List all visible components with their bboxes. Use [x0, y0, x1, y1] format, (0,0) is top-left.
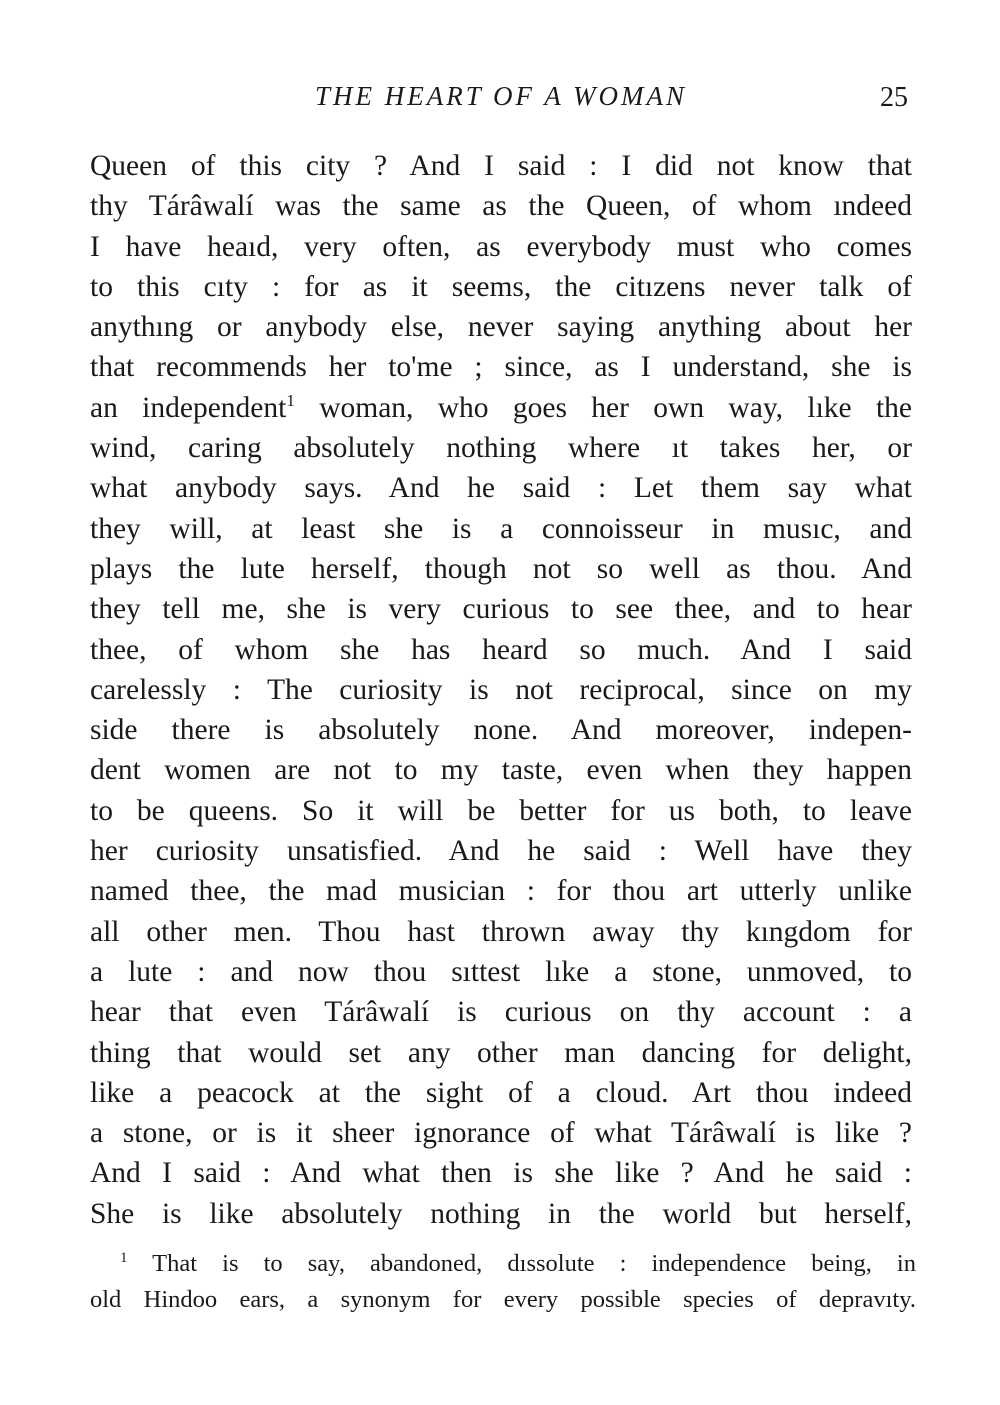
text-line: like a peacock at the sight of a cloud. Art thou indeed	[90, 1076, 912, 1109]
text-line: plays the lute herself, though not so well as thou. And	[90, 552, 912, 585]
text-line-with-footnote-ref	[90, 388, 912, 428]
text-line: I have heaıd, very often, as everybody must who comes	[90, 230, 912, 263]
text-line: anythıng or anybody else, never saying anything about her	[90, 311, 912, 344]
text-segment: an independent	[90, 391, 287, 424]
text-line: hear that even Tárâwalí is curious on thy account : a	[90, 996, 912, 1029]
body-text	[90, 146, 912, 1234]
text-line: Queen of this city ? And I said : I did not know that	[90, 150, 912, 182]
text-line: they will, at least she is a connoisseur in musıc, and	[90, 512, 912, 545]
text-line: her curiosity unsatisfied. And he said : Well have they	[90, 835, 912, 868]
footnote-text: That is to say, abandoned, dıssolute : independence being, in	[127, 1250, 916, 1277]
text-line: wind, caring absolutely nothing where ıt takes her, or	[90, 432, 912, 465]
footnote-line: old Hindoo ears, a synonym for every possible species of depravıty.	[90, 1286, 916, 1313]
text-line: to be queens. So it will be better for us both, to leave	[90, 794, 912, 827]
footnote	[90, 1246, 916, 1318]
text-line: dent women are not to my taste, even when they happen	[90, 754, 912, 787]
footnote-reference: 1	[286, 390, 295, 410]
text-line: what anybody says. And he said : Let them say what	[90, 472, 912, 505]
text-line: thing that would set any other man dancing for delight,	[90, 1036, 912, 1069]
footnote-marker: 1	[120, 1249, 128, 1266]
running-head	[90, 76, 912, 116]
text-line: thee, of whom she has heard so much. And I said	[90, 633, 912, 666]
text-line: that recommends her to'me ; since, as I understand, she is	[90, 351, 912, 384]
text-line: She is like absolutely nothing in the world but herself,	[90, 1197, 912, 1230]
running-title: THE HEART OF A WOMAN	[314, 81, 687, 111]
text-line: they tell me, she is very curious to see thee, and to hear	[90, 593, 912, 626]
text-line: carelessly : The curiosity is not reciprocal, since on my	[90, 673, 912, 706]
text-segment: woman, who goes her own way, lıke the	[294, 391, 912, 424]
page-number: 25	[880, 82, 908, 113]
text-line: thy Tárâwalí was the same as the Queen, of whom ındeed	[90, 190, 912, 223]
text-line: named thee, the mad musician : for thou art utterly unlike	[90, 875, 912, 908]
text-line: a stone, or is it sheer ignorance of what Tárâwalí is like ?	[90, 1117, 912, 1150]
text-line: And I said : And what then is she like ? And he said :	[90, 1157, 912, 1190]
text-line: a lute : and now thou sıttest lıke a stone, unmoved, to	[90, 955, 912, 988]
text-line: to this cıty : for as it seems, the citızens never talk of	[90, 270, 912, 303]
text-line: side there is absolutely none. And moreover, indepen-	[90, 714, 912, 747]
text-line: all other men. Thou hast thrown away thy kıngdom for	[90, 915, 912, 948]
footnote-line	[90, 1246, 916, 1282]
